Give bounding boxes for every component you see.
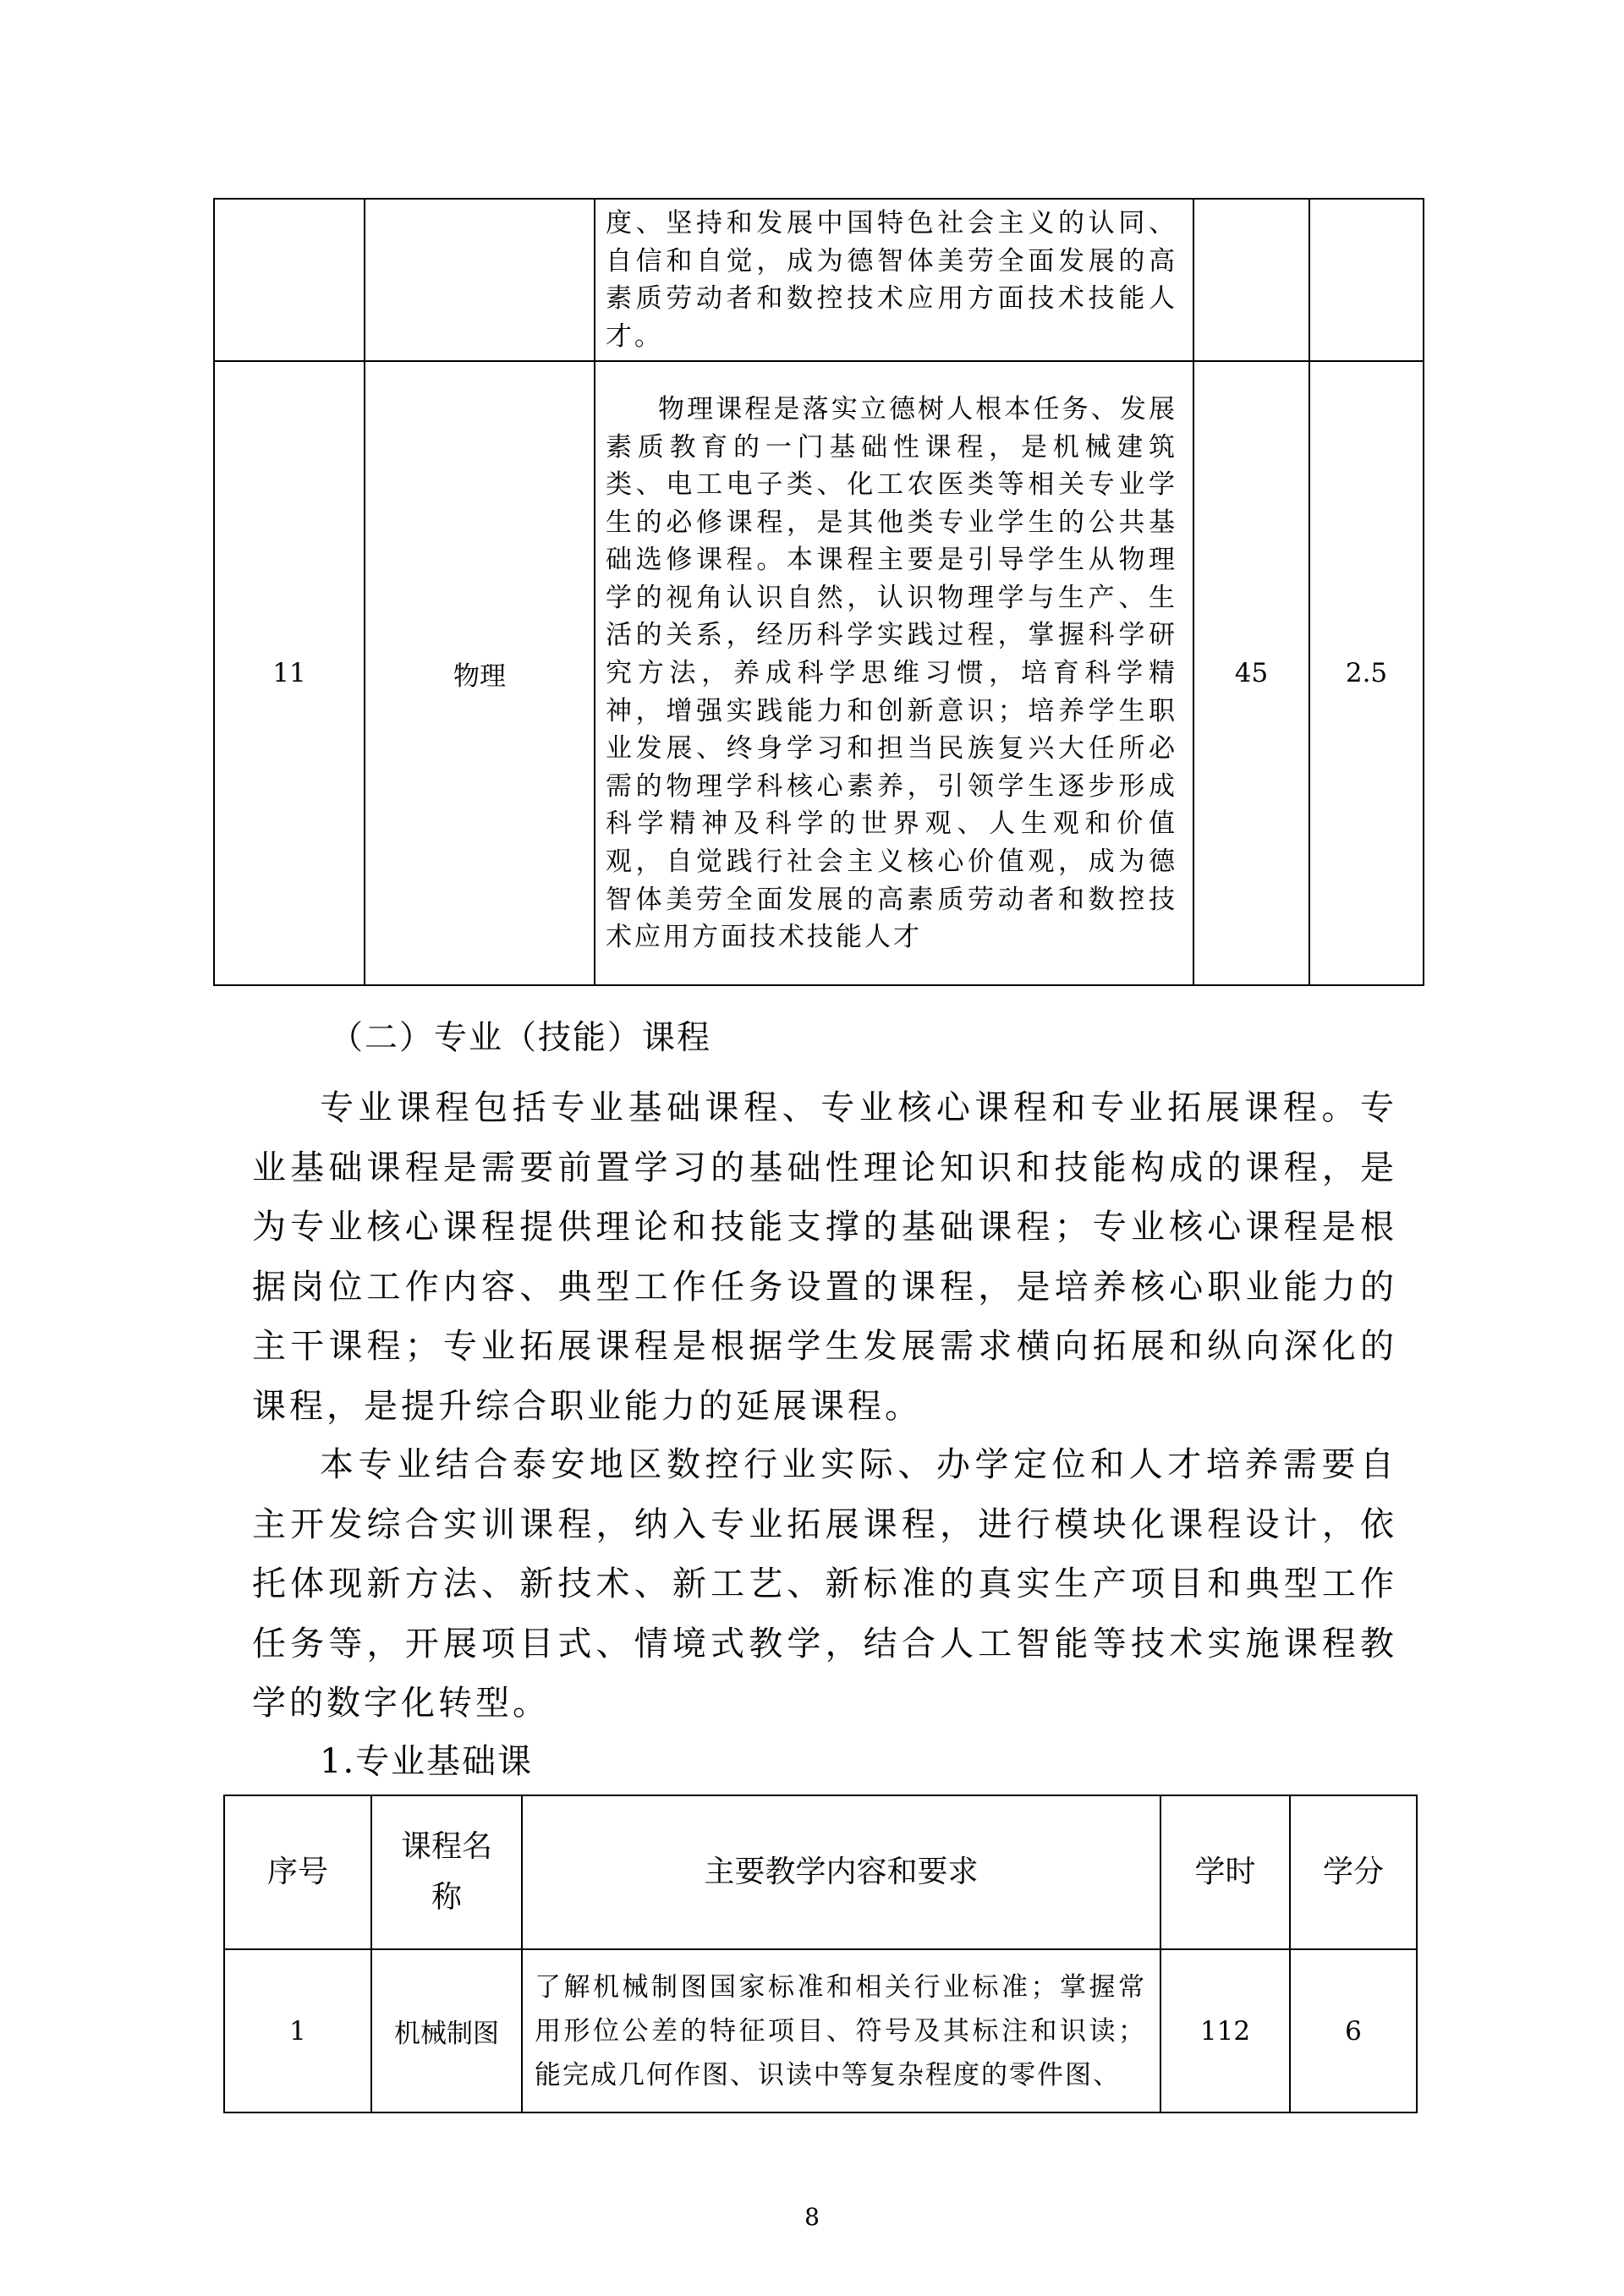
body-paragraph: 本专业结合泰安地区数控行业实际、办学定位和人才培养需要自主开发综合实训课程，纳入专业拓展课程，进行模块化课程设计，依托体现新方法、新技术、新工艺、新标准的真实生产项目和典型工作任务等，开展项目式、情境式教学，结合人工智能等技术实施课程教学的数字化转型。: [252, 1445, 1397, 1723]
course-name-cell: 物理: [365, 361, 595, 985]
course-number-cell: 11: [214, 361, 365, 985]
subsection-heading: 1.专业基础课: [320, 1742, 534, 1781]
table-row: [214, 361, 1424, 985]
header-hours: 学时: [1160, 1795, 1290, 1949]
header-content: 主要教学内容和要求: [522, 1795, 1160, 1949]
course-hours-cell: 112: [1160, 1949, 1290, 2112]
course-number-cell: 1: [224, 1949, 371, 2112]
course-hours-cell: [1193, 199, 1309, 361]
header-no: 序号: [224, 1795, 371, 1949]
course-content-paragraph: 度、坚持和发展中国特色社会主义的认同、自信和自觉，成为德智体美劳全面发展的高素质劳动者和数控技术应用方面技术技能人才。: [606, 208, 1177, 352]
course-credits-cell: [1309, 199, 1424, 361]
table-row: [214, 199, 1424, 361]
body-paragraph: 专业课程包括专业基础课程、专业核心课程和专业拓展课程。专业基础课程是需要前置学习的基础性理论知识和技能构成的课程，是为专业核心课程提供理论和技能支撑的基础课程；专业核心课程是根据岗位工作内容、典型工作任务设置的课程，是培养核心职业能力的主干课程；专业拓展课程是根据学生发展需求横向拓展和纵向深化的课程，是提升综合职业能力的延展课程。: [252, 1088, 1397, 1426]
professional-foundation-course-table: [223, 1795, 1418, 2113]
table-row: [224, 1949, 1417, 2112]
section-heading: （二）专业（技能）课程: [330, 1019, 712, 1057]
course-number-cell: [214, 199, 365, 361]
course-credits-cell: 2.5: [1309, 361, 1424, 985]
course-name-cell: 机械制图: [371, 1949, 522, 2112]
course-content-cell: [595, 361, 1193, 985]
course-hours-cell: 45: [1193, 361, 1309, 985]
header-course-name: 课程名称: [371, 1795, 522, 1949]
course-content-cell: 了解机械制图国家标准和相关行业标准；掌握常用形位公差的特征项目、符号及其标注和识读；能完成几何作图、识读中等复杂程度的零件图、: [522, 1949, 1160, 2112]
course-content-cell: [595, 199, 1193, 361]
course-name-cell: [365, 199, 595, 361]
course-credits-cell: 6: [1290, 1949, 1417, 2112]
table-header-row: [224, 1795, 1417, 1949]
page-number: 8: [804, 2203, 820, 2231]
course-content-paragraph: 物理课程是落实立德树人根本任务、发展素质教育的一门基础性课程，是机械建筑类、电工电子类、化工农医类等相关专业学生的必修课程，是其他类专业学生的公共基础选修课程。本课程主要是引导学生从物理学的视角认识自然，认识物理学与生产、生活的关系，经历科学实践过程，掌握科学研究方法，养成科学思维习惯，培育科学精神，增强实践能力和创新意识；培养学生职业发展、终身学习和担当民族复兴大任所必需的物理学科核心素养，引领学生逐步形成科学精神及科学的世界观、人生观和价值观，自觉践行社会主义核心价值观，成为德智体美劳全面发展的高素质劳动者和数控技术应用方面技术技能人才: [606, 393, 1177, 953]
header-credits: 学分: [1290, 1795, 1417, 1949]
course-table-continued: [213, 198, 1424, 986]
